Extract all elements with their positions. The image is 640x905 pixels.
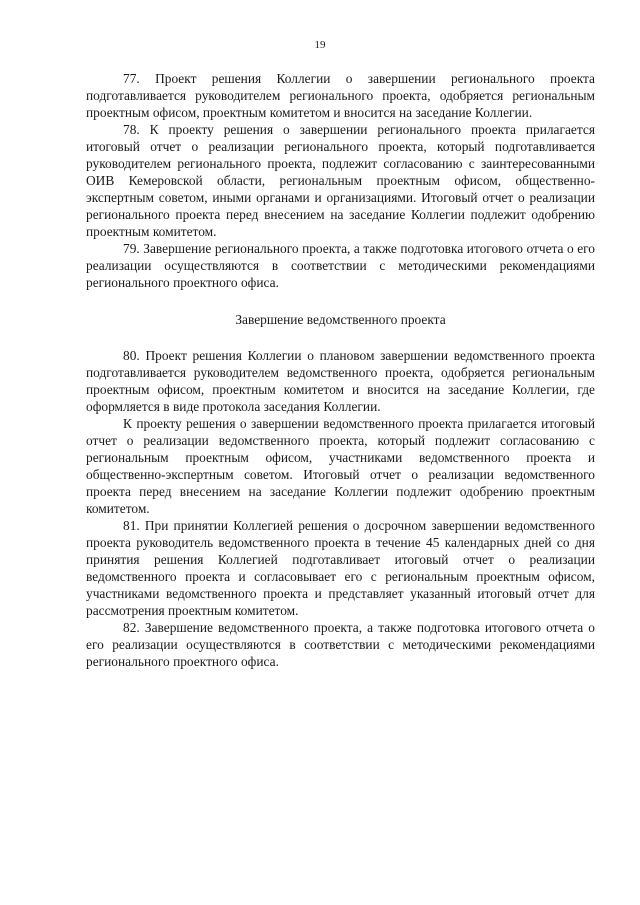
paragraph-80-continued: К проекту решения о завершении ведомственного проекта прилагается итоговый отчет о реализации ведомственного проекта, который подлежит согласованию с региональным проектным офисом, участниками ведомственного проекта и общественно-экспертным советом. Итоговый отчет о реализации ведомственного проекта перед внесением на заседание Коллегии подлежит одобрению проектным комитетом. <box>86 416 595 516</box>
page-number: 19 <box>314 39 326 51</box>
section-heading: Завершение ведомственного проекта <box>235 312 446 327</box>
paragraph-80: 80. Проект решения Коллегии о плановом завершении ведомственного проекта подготавливается руководителем ведомственного проекта, одобряется региональным проектным офисом, проектным комитетом и вносится на заседание Коллегии, где оформляется в виде протокола заседания Коллегии. <box>86 348 595 414</box>
document-body <box>86 70 595 670</box>
paragraph-82: 82. Завершение ведомственного проекта, а также подготовка итогового отчета о его реализации осуществляются в соответствии с методическими рекомендациями регионального проектного офиса. <box>86 620 595 669</box>
paragraph-81: 81. При принятии Коллегией решения о досрочном завершении ведомственного проекта руководитель ведомственного проекта в течение 45 календарных дней со дня принятия решения Коллегией подготавливает итоговый отчет о реализации ведомственного проекта и согласовывает его с региональным проектным офисом, участниками ведомственного проекта и представляет указанный итоговый отчет для рассмотрения проектным комитетом. <box>86 518 595 618</box>
paragraph-78: 78. К проекту решения о завершении регионального проекта прилагается итоговый отчет о реализации регионального проекта, который подготавливается руководителем регионального проекта, подлежит согласованию с заинтересованными ОИВ Кемеровской области, региональным проектным офисом, общественно-экспертным советом, иными органами и организациями. Итоговый отчет о реализации регионального проекта перед внесением на заседание Коллегии подлежит одобрению проектным комитетом. <box>86 122 595 239</box>
paragraph-77: 77. Проект решения Коллегии о завершении регионального проекта подготавливается руководителем регионального проекта, одобряется региональным проектным офисом, проектным комитетом и вносится на заседание Коллегии. <box>86 71 595 120</box>
paragraph-79: 79. Завершение регионального проекта, а также подготовка итогового отчета о его реализации осуществляются в соответствии с методическими рекомендациями регионального проектного офиса. <box>86 241 595 290</box>
